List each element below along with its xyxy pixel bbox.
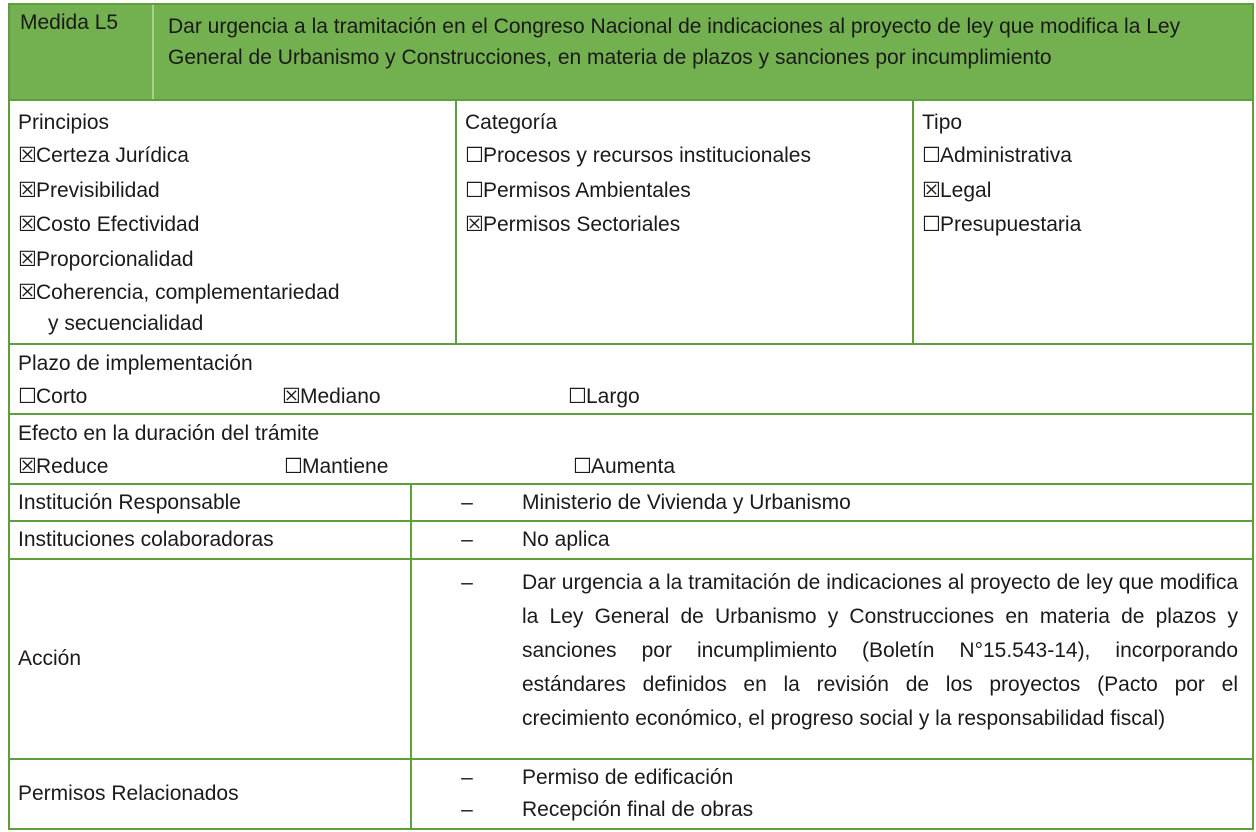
categoria-column <box>457 101 914 343</box>
checkbox-icon: ☒ <box>18 178 37 202</box>
principio-item <box>18 277 447 309</box>
principios-heading: Principios <box>18 111 110 134</box>
tipo-column <box>914 101 1252 343</box>
principio-label: Costo Efectividad <box>36 213 200 236</box>
institucion-value: Ministerio de Vivienda y Urbanismo <box>522 490 851 514</box>
efecto-option-aumenta <box>573 450 675 484</box>
categoria-item <box>465 174 904 209</box>
categoria-heading: Categoría <box>465 111 558 134</box>
principio-label: Coherencia, complementariedad <box>36 281 340 304</box>
institucion-label: Institución Responsable <box>10 485 412 520</box>
permisos-row <box>8 760 1254 830</box>
principio-item <box>18 174 447 209</box>
option-label: Largo <box>586 385 640 408</box>
tipo-heading: Tipo <box>922 111 963 134</box>
efecto-heading: Efecto en la duración del trámite <box>18 422 320 445</box>
colaboradoras-cell <box>412 522 1252 558</box>
categoria-label: Permisos Ambientales <box>483 178 691 202</box>
checkbox-icon: ☒ <box>18 213 37 236</box>
bullet-item <box>412 566 1238 736</box>
option-label: Reduce <box>36 455 109 478</box>
dash-bullet: – <box>461 571 473 594</box>
bullet-item <box>412 491 851 515</box>
plazo-option-mediano <box>282 380 381 414</box>
permiso-value: Permiso de edificación <box>522 766 734 789</box>
principio-label: Previsibilidad <box>36 178 160 202</box>
principio-item <box>18 139 447 174</box>
classification-section <box>8 101 1254 345</box>
efecto-option-reduce <box>18 450 108 484</box>
tipo-item <box>922 139 1244 174</box>
option-label: Corto <box>36 385 88 408</box>
accion-value: Dar urgencia a la tramitación de indicaciones al proyecto de ley que modifica la Ley General de Urbanismo y Construcciones en materia de plazos y sanciones por incumplimiento (Boletín N°15.543-14), incorporando estándares definidos en la revisión de los proyectos (Pacto por el crecimiento económico, el progreso social y la responsabilidad fiscal) <box>522 571 1238 730</box>
categoria-item <box>465 139 904 174</box>
plazo-section <box>8 345 1254 415</box>
principio-item <box>18 208 447 243</box>
tipo-item <box>922 174 1244 209</box>
checkbox-icon: ☒ <box>18 455 37 478</box>
categoria-item <box>465 208 904 243</box>
accion-label: Acción <box>10 560 412 758</box>
tipo-item <box>922 208 1244 243</box>
efecto-section <box>8 415 1254 485</box>
checkbox-icon: ☐ <box>573 455 592 478</box>
checkbox-icon: ☐ <box>465 144 484 167</box>
colaboradoras-row <box>8 522 1254 560</box>
plazo-option-corto <box>18 380 87 414</box>
principio-label: Certeza Jurídica <box>36 144 189 167</box>
measure-header <box>8 3 1254 101</box>
checkbox-icon: ☒ <box>18 281 37 304</box>
option-label: Mantiene <box>302 455 389 478</box>
permiso-value: Recepción final de obras <box>522 798 754 821</box>
measure-code: Medida L5 <box>20 11 119 34</box>
categoria-label: Procesos y recursos institucionales <box>483 144 811 167</box>
efecto-option-mantiene <box>284 450 388 484</box>
dash-bullet: – <box>461 490 473 514</box>
bullet-item <box>412 794 1238 826</box>
colaboradoras-value: No aplica <box>522 528 610 551</box>
checkbox-icon: ☒ <box>922 178 941 202</box>
checkbox-icon: ☐ <box>922 144 941 167</box>
bullet-item <box>412 762 1238 794</box>
checkbox-icon: ☒ <box>282 385 301 408</box>
option-label: Aumenta <box>591 455 676 478</box>
principio-continuation: y secuencialidad <box>48 312 204 335</box>
efecto-options <box>18 450 1244 484</box>
principios-column <box>10 101 457 343</box>
permisos-cell <box>412 760 1252 828</box>
plazo-options <box>18 380 1244 414</box>
bullet-item <box>412 528 610 552</box>
checkbox-icon: ☒ <box>18 144 37 167</box>
permisos-label: Permisos Relacionados <box>10 760 412 828</box>
colaboradoras-label: Instituciones colaboradoras <box>10 522 412 558</box>
option-label: Mediano <box>300 385 381 408</box>
dash-bullet: – <box>461 528 473 551</box>
principio-item <box>18 243 447 278</box>
checkbox-icon: ☐ <box>568 385 587 408</box>
checkbox-icon: ☐ <box>922 213 941 236</box>
plazo-option-largo <box>568 380 640 414</box>
accion-row <box>8 560 1254 760</box>
checkbox-icon: ☐ <box>284 455 303 478</box>
plazo-heading: Plazo de implementación <box>18 352 253 375</box>
dash-bullet: – <box>461 798 473 821</box>
institucion-row <box>8 485 1254 522</box>
dash-bullet: – <box>461 766 473 789</box>
checkbox-icon: ☐ <box>465 178 484 202</box>
institucion-cell <box>412 485 1252 520</box>
tipo-label: Presupuestaria <box>940 213 1082 236</box>
accion-cell <box>412 560 1252 758</box>
checkbox-icon: ☒ <box>465 213 484 236</box>
tipo-label: Legal <box>940 178 992 202</box>
checkbox-icon: ☒ <box>18 247 37 271</box>
principio-label: Proporcionalidad <box>36 247 194 271</box>
checkbox-icon: ☐ <box>18 385 37 408</box>
tipo-label: Administrativa <box>940 144 1072 167</box>
measure-title: Dar urgencia a la tramitación en el Congreso Nacional de indicaciones al proyecto de ley que modifica la Ley General de Urbanismo y Construcciones, en materia de plazos y sanciones por incumplimiento <box>168 15 1181 69</box>
categoria-label: Permisos Sectoriales <box>483 213 681 236</box>
